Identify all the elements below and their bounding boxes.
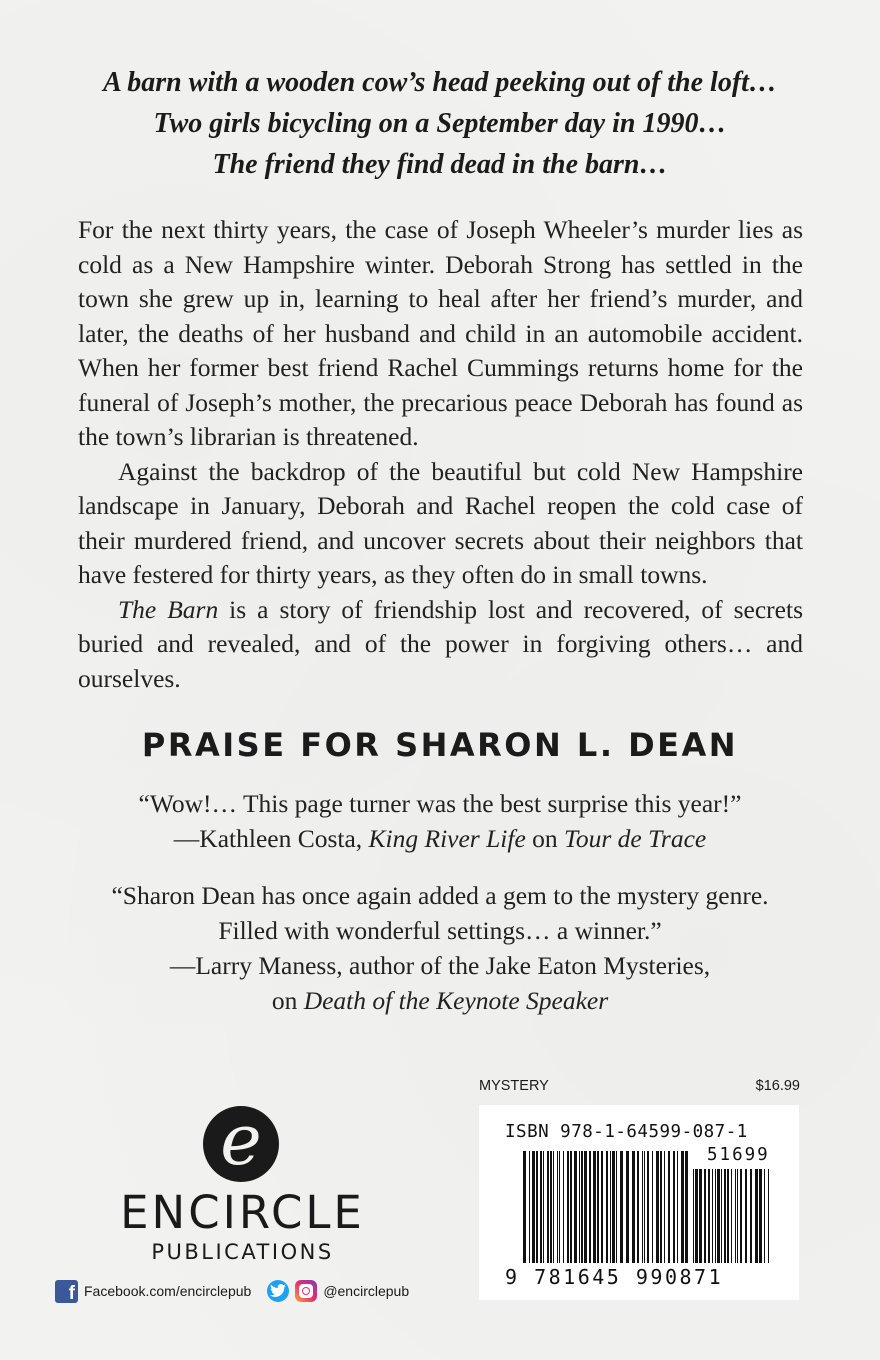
social-links xyxy=(55,1278,409,1304)
barcode-main-bars xyxy=(523,1151,688,1263)
barcode-bar xyxy=(644,1151,645,1263)
barcode-bar xyxy=(601,1151,603,1263)
barcode-bar xyxy=(579,1151,580,1263)
genre-label: MYSTERY xyxy=(479,1078,549,1094)
barcode-bar xyxy=(612,1151,615,1263)
barcode-bar xyxy=(693,1169,694,1263)
barcode-bar xyxy=(721,1169,722,1263)
barcode-bar xyxy=(731,1169,732,1263)
logo-letter: e xyxy=(220,1099,262,1181)
barcode-bar xyxy=(620,1151,623,1263)
barcode-bar xyxy=(685,1151,688,1263)
barcode-bar xyxy=(559,1151,560,1263)
barcode-addon-digits: 51699 xyxy=(707,1145,770,1165)
barcode-bar xyxy=(593,1151,596,1263)
barcode-bar xyxy=(536,1151,538,1263)
barcode-bar xyxy=(543,1151,544,1263)
barcode-bar xyxy=(717,1169,720,1263)
isbn-text: ISBN 978-1-64599-087-1 xyxy=(505,1122,748,1142)
barcode-bar xyxy=(664,1151,665,1263)
barcode-bar xyxy=(547,1151,549,1263)
barcode-bar xyxy=(616,1151,617,1263)
blurb-paragraph-2: Against the backdrop of the beautiful but cold New Hampshire landscape in January, Deborah and Rachel reopen the cold case of their murdered friend, and uncover secrets about their neighbors that have festered for thirty years, as they often do in small towns. xyxy=(78,456,803,589)
barcode-bar xyxy=(750,1169,752,1263)
quote-2-attribution: —Larry Maness, author of the Jake Eaton Mysteries, xyxy=(169,951,711,980)
quote-1-attribution: —Kathleen Costa, King River Life on Tour de Trace xyxy=(173,824,707,853)
barcode-ean-digits: 9 781645 990871 xyxy=(505,1265,724,1289)
barcode-bar xyxy=(755,1169,758,1263)
barcode-bar xyxy=(550,1151,552,1263)
barcode-bar xyxy=(589,1151,591,1263)
barcode-bar xyxy=(581,1151,583,1263)
barcode-bar xyxy=(606,1151,608,1263)
barcode-bar xyxy=(704,1169,706,1263)
twitter-icon xyxy=(267,1280,289,1302)
barcode-bar xyxy=(597,1151,599,1263)
facebook-icon: f xyxy=(55,1280,78,1303)
barcode-bar xyxy=(681,1151,684,1263)
quote-1-text: “Wow!… This page turner was the best surprise this year!” xyxy=(138,789,742,818)
barcode-bar xyxy=(768,1169,769,1263)
barcode xyxy=(479,1105,799,1300)
barcode-bar xyxy=(759,1169,762,1263)
book-title: The Barn xyxy=(118,594,219,624)
barcode-bar xyxy=(567,1151,569,1263)
tagline xyxy=(60,62,820,185)
publisher-name: ENCIRCLE xyxy=(120,1186,365,1239)
barcode-bar xyxy=(735,1169,736,1263)
barcode-bar xyxy=(632,1151,635,1263)
barcode-bar xyxy=(557,1151,558,1263)
barcode-bar xyxy=(642,1151,643,1263)
barcode-bar xyxy=(764,1169,765,1263)
review-quote-1 xyxy=(60,786,820,856)
barcode-bar xyxy=(570,1151,572,1263)
barcode-bar xyxy=(584,1151,587,1263)
barcode-bar xyxy=(668,1151,670,1263)
tagline-line-1: A barn with a wooden cow’s head peeking out of the loft… xyxy=(103,67,777,98)
barcode-bar xyxy=(553,1151,554,1263)
tagline-line-2: Two girls bicycling on a September day in 1990… xyxy=(153,108,727,139)
barcode-addon-bars xyxy=(693,1169,773,1263)
barcode-bar xyxy=(673,1151,675,1263)
social-handle[interactable]: @encirclepub xyxy=(323,1283,410,1299)
instagram-icon xyxy=(295,1280,317,1302)
barcode-bar xyxy=(656,1151,659,1263)
barcode-bar xyxy=(660,1151,662,1263)
barcode-bar xyxy=(712,1169,713,1263)
barcode-bar xyxy=(637,1151,639,1263)
barcode-bar xyxy=(737,1169,738,1263)
barcode-bar xyxy=(652,1151,653,1263)
blurb-paragraph-1: For the next thirty years, the case of Joseph Wheeler’s murder lies as cold as a New Hampshire winter. Deborah Strong has settled in the town she grew up in, learning to heal after her friend’s murder, and later, the deaths of her husband and child in an automobile accident. When her former best friend Rachel Cummings returns home for the funeral of Joseph’s mother, the precarious peace Deborah has found as the town’s librarian is threatened. xyxy=(78,215,803,451)
barcode-bar xyxy=(529,1151,530,1263)
barcode-bar xyxy=(532,1151,535,1263)
barcode-bar xyxy=(715,1169,716,1263)
barcode-bar xyxy=(727,1169,729,1263)
publisher-subtitle: PUBLICATIONS xyxy=(151,1240,334,1264)
blurb-paragraph-3 xyxy=(78,593,803,697)
quote-2-book: on Death of the Keynote Speaker xyxy=(271,986,609,1015)
quote-2-line-1: “Sharon Dean has once again added a gem to the mystery genre. xyxy=(111,881,769,910)
barcode-bar xyxy=(574,1151,577,1263)
tagline-line-3: The friend they find dead in the barn… xyxy=(212,149,668,180)
barcode-bar xyxy=(647,1151,649,1263)
barcode-bar xyxy=(523,1151,526,1263)
publisher-logo-icon xyxy=(203,1099,279,1182)
barcode-bar xyxy=(745,1169,747,1263)
price-label: $16.99 xyxy=(755,1078,800,1094)
barcode-bar xyxy=(677,1151,678,1263)
barcode-bar xyxy=(626,1151,629,1263)
blurb-paragraph-3-text: is a story of friendship lost and recovered, of secrets buried and revealed, and of the power in forgiving others… and ourselves. xyxy=(78,594,804,693)
barcode-bar xyxy=(563,1151,564,1263)
barcode-bar xyxy=(699,1169,702,1263)
barcode-bar xyxy=(695,1169,698,1263)
barcode-bar xyxy=(708,1169,710,1263)
barcode-bar xyxy=(740,1169,742,1263)
review-quote-2 xyxy=(60,878,820,1018)
barcode-bar xyxy=(610,1151,611,1263)
barcode-bar xyxy=(724,1169,726,1263)
facebook-link[interactable]: Facebook.com/encirclepub xyxy=(84,1283,252,1299)
book-blurb xyxy=(78,213,803,696)
quote-2-line-2: Filled with wonderful settings… a winner.” xyxy=(218,916,662,945)
barcode-bar xyxy=(540,1151,542,1263)
praise-heading: PRAISE FOR SHARON L. DEAN xyxy=(141,726,739,764)
